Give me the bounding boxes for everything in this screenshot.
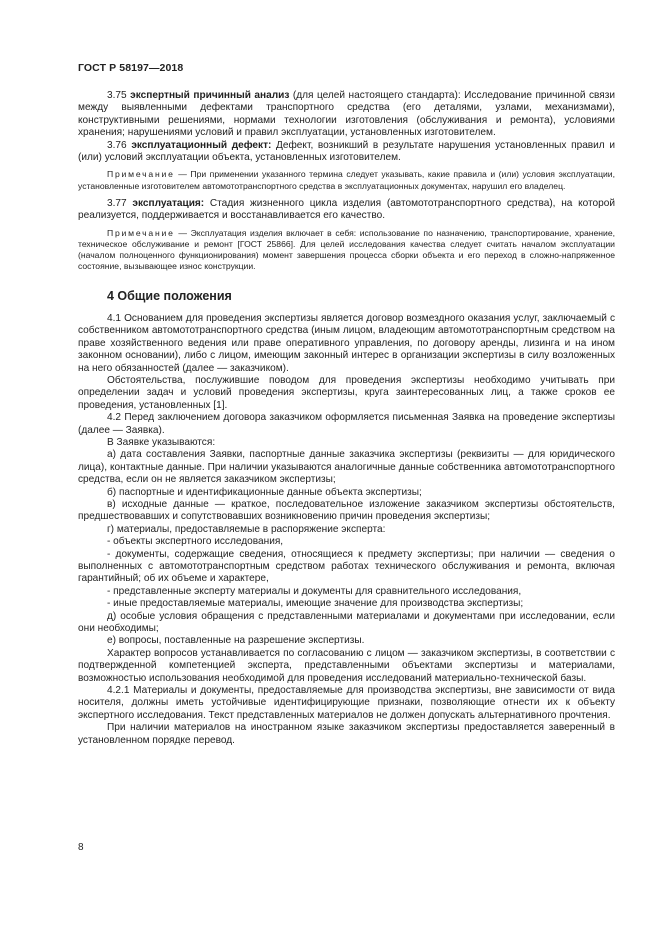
clause-number: 3.76 (107, 139, 127, 151)
list-item: е) вопросы, поставленные на разрешение экспертизы. (107, 635, 365, 647)
list-item: - представленные эксперту материалы и документы для сравнительного исследования, (107, 585, 522, 597)
definition-3-77 (78, 198, 615, 223)
paragraph: 4.2 Перед заключением договора заказчиком оформляется письменная Заявка на проведение экспертизы (далее — Заявка). (78, 412, 615, 436)
clause-number: 3.75 (107, 90, 127, 101)
definition-3-75 (78, 90, 615, 140)
term: экспертный причинный анализ (130, 90, 290, 101)
note-label: Примечание (107, 227, 175, 238)
definition-3-76 (78, 140, 615, 165)
paragraph: 4.2.1 Материалы и документы, предоставляемые для производства экспертизы, вне зависимости от вида носителя, должны иметь устойчивые идентифицирующие признаки, позволяющие отнести их к объекту экспертного исследования. Текст представленных материалов не должен допускать альтернативного прочтения. (78, 685, 615, 721)
definition-text: Дефект, возникший в результате нарушения установленных правил и (или) условий эксплуатации объекта, установленных изготовителем. (78, 139, 615, 164)
note-label: Примечание (107, 169, 175, 180)
document-body (78, 90, 615, 747)
note-3-77 (78, 228, 615, 273)
list-item: в) исходные данные — краткое, последовательное изложение заказчиком экспертизы обстоятельств, предшествовавших и сопутствовавших возникновению причин проведения экспертизы; (78, 498, 615, 523)
page-number: 8 (78, 842, 84, 853)
paragraph: 4.1 Основанием для проведения экспертизы является договор возмездного оказания услуг, заключаемый с собственником автомототранспортного средства (иным лицом, владеющим автомототранспортным средством на праве хозяйственного ведения или праве оперативного управления, по договору аренды, лизинга и на ином законном основании), либо с лицом, имеющим законный интерес в организации экспертизы в силу возложенных на него обязанностей (далее — заказчиком). (78, 312, 615, 374)
paragraph: В Заявке указываются: (107, 436, 216, 448)
note-text: — При применении указанного термина следует указывать, какие правила и (или) условия эксплуатации, установленные изготовителем автомототранспортного средства в эксплуатационных документах, нарушил его владелец. (78, 169, 615, 191)
section-title: 4 Общие положения (107, 289, 232, 304)
paragraph: Обстоятельства, послужившие поводом для проведения экспертизы необходимо учитывать при определении задач и условий проведения экспертизы, круга заинтересованных лиц, а также сроков ее проведения, установленных [1]. (78, 374, 615, 411)
standard-header: ГОСТ Р 58197—2018 (78, 62, 184, 74)
list-item: - документы, содержащие сведения, относящиеся к предмету экспертизы; при наличии — сведения о выполненных с автомототранспортным средством работах технического обслуживания и ремонта, включая гарантийный; об их объеме и характере, (78, 548, 615, 585)
definition-text: (для целей настоящего стандарта): Исследование причинной связи между выявленными дефектами транспортного средства (его деталями, узлами, механизмами), конструктивными решениями, нормами технологии изготовления (обслуживания и ремонта), условиями хранения; нарушениями условий и правил эксплуатации, установленных изготовителем. (78, 90, 615, 139)
list-item: - иные предоставляемые материалы, имеющие значение для производства экспертизы; (107, 598, 524, 610)
term: эксплуатационный дефект: (131, 139, 272, 151)
list-item: а) дата составления Заявки, паспортные данные заказчика экспертизы (реквизиты — для юридического лица), контактные данные. При наличии указываются аналогичные данные собственника автомототранспортного средства, если он не является заказчиком экспертизы; (78, 449, 615, 486)
list-item: г) материалы, предоставляемые в распоряжение эксперта: (107, 523, 386, 535)
clause-number: 3.77 (107, 197, 127, 209)
paragraph: При наличии материалов на иностранном языке заказчиком экспертизы предоставляется заверенный в установленном порядке перевод. (78, 722, 615, 746)
list-item: - объекты экспертного исследования, (107, 536, 284, 548)
note-3-76 (78, 169, 615, 191)
definition-text: Стадия жизненного цикла изделия (автомототранспортного средства), на которой реализуется, поддерживается и восстанавливается его качество. (78, 197, 615, 222)
term: эксплуатация: (132, 197, 205, 209)
list-item: б) паспортные и идентификационные данные объекта экспертизы; (107, 486, 422, 498)
paragraph: Характер вопросов устанавливается по согласованию с лицом — заказчиком экспертизы, в соответствии с подтвержденной компетенцией эксперта, представленными объектами экспертизы и материалами, возможностью использования необходимой для проведения исследований материально-технической базы. (78, 647, 615, 684)
note-text: — Эксплуатация изделия включает в себя: использование по назначению, транспортирование, хранение, техническое обслуживание и ремонт [ГОСТ 25866]. Для целей исследования качества следует считать началом эксплуатации (началом полноценного функционирования) момент завершения процесса сборки объекта и его переход в сложно-напряженное состояние, вызывающее износ конструкции. (78, 227, 615, 272)
list-item: д) особые условия обращения с представленными материалами и документами при исследовании, если они необходимы; (78, 610, 615, 635)
